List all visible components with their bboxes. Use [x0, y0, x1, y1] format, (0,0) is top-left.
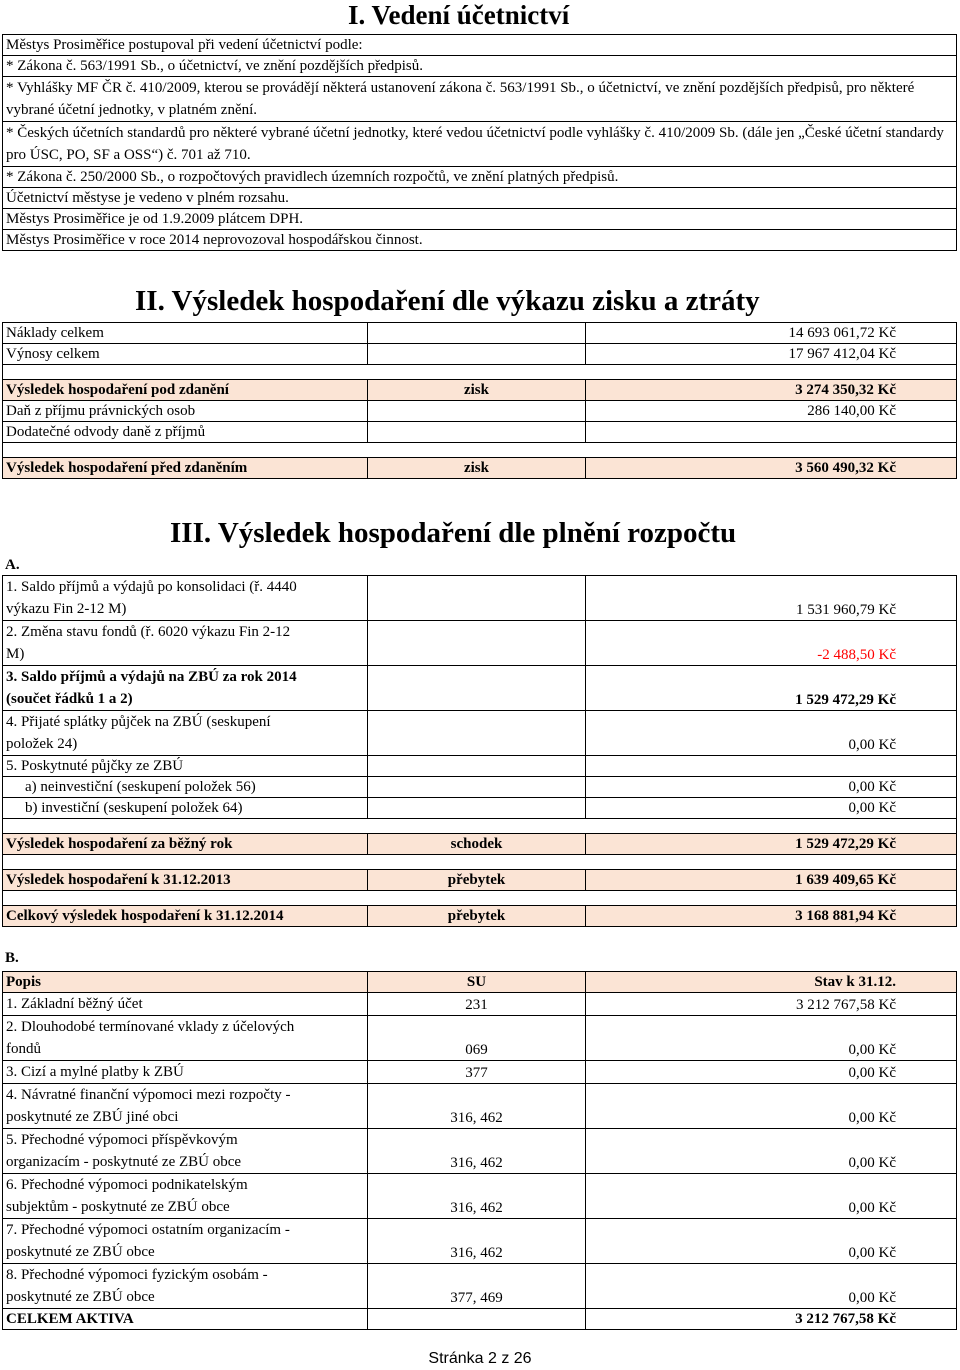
r4-text-b: položek 24): [6, 736, 78, 752]
celkovy-type: přebytek: [368, 906, 586, 927]
r1-text-b: výkazu Fin 2-12 M): [6, 601, 127, 617]
row-desc-cont: poskytnuté ze ZBÚ obce: [6, 1289, 155, 1305]
row-value: 0,00 Kč: [586, 1264, 957, 1309]
vynosy-label: Výnosy celkem: [3, 344, 368, 365]
section-2-table: [2, 322, 957, 479]
total-value: 3 212 767,58 Kč: [586, 1309, 957, 1330]
row-desc: 3. Cizí a mylné platby k ZBÚ: [6, 1064, 184, 1080]
row-value: 3 212 767,58 Kč: [586, 993, 957, 1016]
row-value: 0,00 Kč: [586, 1129, 957, 1174]
row-value: 0,00 Kč: [586, 1219, 957, 1264]
row-su: 377: [368, 1061, 586, 1084]
k2013-label: Výsledek hospodaření k 31.12.2013: [3, 870, 368, 891]
dan-value: 286 140,00 Kč: [586, 401, 957, 422]
row-su: 316, 462: [368, 1084, 586, 1129]
k2013-value: 1 639 409,65 Kč: [586, 870, 957, 891]
r4-value: 0,00 Kč: [586, 711, 957, 756]
sec1-line: * Zákona č. 250/2000 Sb., o rozpočtových pravidlech územních rozpočtů, ve znění platných předpisů.: [3, 167, 957, 188]
row-desc: 1. Základní běžný účet: [6, 996, 143, 1012]
sec1-line: * Vyhlášky MF ČR č. 410/2009, kterou se provádějí některá ustanovení zákona č. 563/1991 Sb., o účetnictví, ve znění pozdějších předpisů, pro některé vybrané účetní jednotky, v platném znění.: [3, 77, 957, 122]
dan-label: Daň z příjmu právnických osob: [3, 401, 368, 422]
r2-value: -2 488,50 Kč: [586, 621, 957, 666]
r3-value: 1 529 472,29 Kč: [586, 666, 957, 711]
row-desc-cont: organizacím - poskytnuté ze ZBÚ obce: [6, 1154, 242, 1170]
r2-text-a: 2. Změna stavu fondů (ř. 6020 výkazu Fin 2-12: [6, 624, 291, 640]
r5b-text: b) investiční (seskupení položek 64): [3, 798, 368, 819]
r5a-value: 0,00 Kč: [586, 777, 957, 798]
section-3b-table: [2, 971, 957, 1330]
table-row: [3, 1129, 957, 1174]
r5-text: 5. Poskytnuté půjčky ze ZBÚ: [3, 756, 368, 777]
row-su: 316, 462: [368, 1219, 586, 1264]
total-label: CELKEM AKTIVA: [3, 1309, 368, 1330]
r5a-text: a) neinvestiční (seskupení položek 56): [3, 777, 368, 798]
vh-pred-value: 3 560 490,32 Kč: [586, 458, 957, 479]
row-su: 316, 462: [368, 1129, 586, 1174]
row-desc: 2. Dlouhodobé termínované vklady z účelových: [6, 1019, 295, 1035]
vh-pred-type: zisk: [368, 458, 586, 479]
row-su: 069: [368, 1016, 586, 1061]
naklady-value: 14 693 061,72 Kč: [586, 323, 957, 344]
row-value: 0,00 Kč: [586, 1084, 957, 1129]
row-su: 231: [368, 993, 586, 1016]
row-su: 316, 462: [368, 1174, 586, 1219]
row-desc: 5. Přechodné výpomoci příspěvkovým: [6, 1132, 238, 1148]
r1-value: 1 531 960,79 Kč: [586, 576, 957, 621]
section-1-table: [2, 34, 957, 251]
row-value: 0,00 Kč: [586, 1174, 957, 1219]
row-desc-cont: poskytnuté ze ZBÚ obce: [6, 1244, 155, 1260]
r2-text-b: M): [6, 646, 25, 662]
celkovy-value: 3 168 881,94 Kč: [586, 906, 957, 927]
row-desc-cont: poskytnuté ze ZBÚ jiné obci: [6, 1109, 179, 1125]
vh-pred-label: Výsledek hospodaření před zdaněním: [3, 458, 368, 479]
r3-text-b: (součet řádků 1 a 2): [6, 691, 133, 707]
r3-text-a: 3. Saldo příjmů a výdajů na ZBÚ za rok 2014: [6, 669, 297, 685]
sec1-line: Účetnictví městyse je vedeno v plném rozsahu.: [3, 188, 957, 209]
head-popis: Popis: [3, 972, 368, 993]
row-desc-cont: subjektům - poskytnuté ze ZBÚ obce: [6, 1199, 230, 1215]
row-desc-cont: fondů: [6, 1041, 41, 1057]
r1-text-a: 1. Saldo příjmů a výdajů po konsolidaci (ř. 4440: [6, 579, 297, 595]
part-a-label: A.: [5, 557, 20, 573]
page-footer: Stránka 2 z 26: [428, 1350, 532, 1367]
section-2-title: II. Výsledek hospodaření dle výkazu zisku a ztráty: [135, 285, 760, 317]
vh-pod-value: 3 274 350,32 Kč: [586, 380, 957, 401]
table-row: [3, 1219, 957, 1264]
section-3a-table: [2, 575, 957, 927]
sec1-line: * Českých účetních standardů pro některé vybrané účetní jednotky, které vedou účetnictví podle vyhlášky č. 410/2009 Sb. (dále jen „České účetní standardy pro ÚSC, PO, SF a OSS“) č. 701 až 710.: [3, 122, 957, 167]
row-desc: 8. Přechodné výpomoci fyzickým osobám -: [6, 1267, 268, 1283]
sec1-line: Městys Prosiměřice v roce 2014 neprovozoval hospodářskou činnost.: [3, 230, 957, 251]
part-b-label: B.: [5, 950, 19, 966]
table-row: [3, 1264, 957, 1309]
bezny-value: 1 529 472,29 Kč: [586, 834, 957, 855]
vh-pod-type: zisk: [368, 380, 586, 401]
r4-text-a: 4. Přijaté splátky půjček na ZBÚ (seskupení: [6, 714, 271, 730]
table-row: [3, 993, 957, 1016]
sec1-line: * Zákona č. 563/1991 Sb., o účetnictví, ve znění pozdějších předpisů.: [3, 56, 957, 77]
row-desc: 4. Návratné finanční výpomoci mezi rozpočty -: [6, 1087, 291, 1103]
odvody-label: Dodatečné odvody daně z příjmů: [3, 422, 368, 443]
table-row: [3, 1174, 957, 1219]
row-desc: 7. Přechodné výpomoci ostatním organizacím -: [6, 1222, 290, 1238]
row-desc: 6. Přechodné výpomoci podnikatelským: [6, 1177, 248, 1193]
head-stav: Stav k 31.12.: [586, 972, 957, 993]
bezny-type: schodek: [368, 834, 586, 855]
row-su: 377, 469: [368, 1264, 586, 1309]
bezny-label: Výsledek hospodaření za běžný rok: [3, 834, 368, 855]
r5b-value: 0,00 Kč: [586, 798, 957, 819]
head-su: SU: [368, 972, 586, 993]
table-row: [3, 1016, 957, 1061]
section-1-title: I. Vedení účetnictví: [348, 0, 570, 30]
row-value: 0,00 Kč: [586, 1016, 957, 1061]
vynosy-value: 17 967 412,04 Kč: [586, 344, 957, 365]
celkovy-label: Celkový výsledek hospodaření k 31.12.2014: [3, 906, 368, 927]
k2013-type: přebytek: [368, 870, 586, 891]
sec1-line: Městys Prosiměřice je od 1.9.2009 plátcem DPH.: [3, 209, 957, 230]
table-row: [3, 1084, 957, 1129]
sec1-line: Městys Prosiměřice postupoval při vedení účetnictví podle:: [3, 35, 957, 56]
vh-pod-label: Výsledek hospodaření pod zdanění: [3, 380, 368, 401]
section-3-title: III. Výsledek hospodaření dle plnění rozpočtu: [170, 517, 737, 549]
row-value: 0,00 Kč: [586, 1061, 957, 1084]
naklady-label: Náklady celkem: [3, 323, 368, 344]
table-row: [3, 1061, 957, 1084]
